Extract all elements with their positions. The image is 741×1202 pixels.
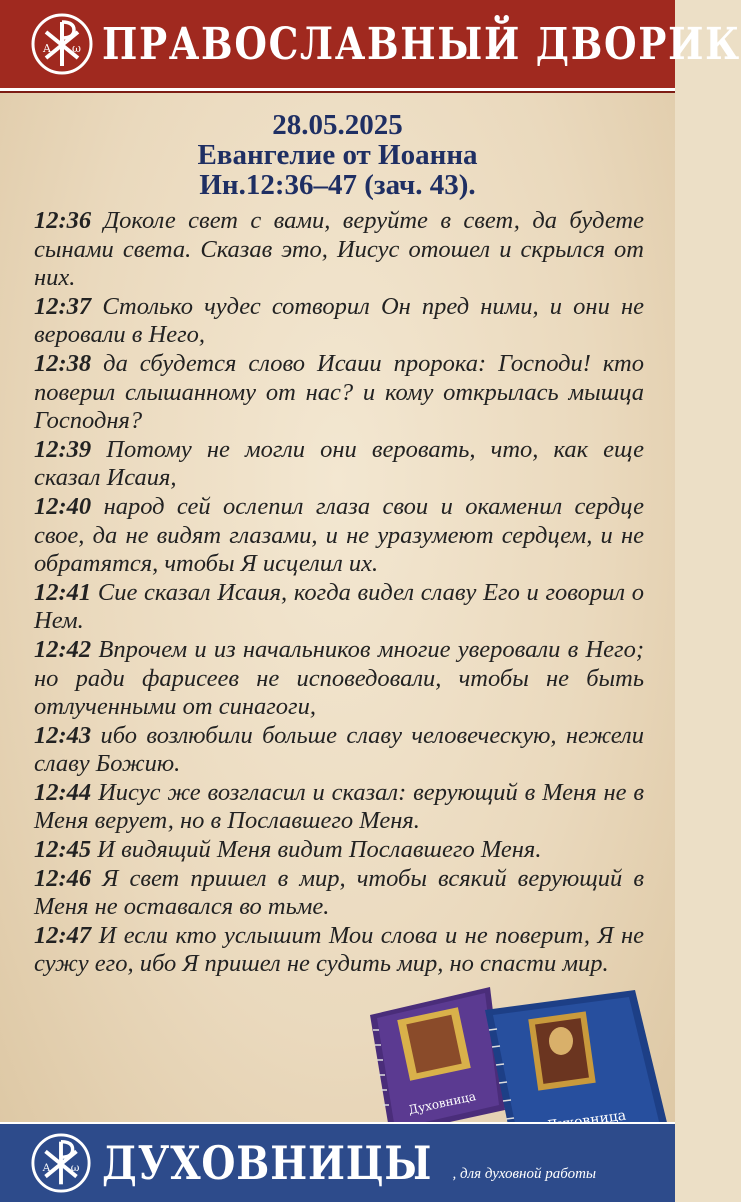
verse-text: да сбудется слово Исаии пророка: Господи! кто поверил слышанному от нас? и кому открылась мышца Господня?	[34, 349, 645, 435]
verse-number: 12:42	[34, 635, 92, 663]
book-left	[370, 987, 505, 1135]
verse-text: народ сей ослепил глаза свои и окаменил сердце свое, да не видят глазами, и не уразумеют сердцем, и не обратятся, чтобы Я исцелил их.	[34, 492, 645, 578]
verse	[34, 636, 644, 722]
footer-brand: ДУХОВНИЦЫ	[102, 1136, 433, 1190]
verse	[34, 293, 644, 350]
svg-text:A: A	[42, 1160, 51, 1174]
top-banner	[0, 0, 741, 91]
verse	[34, 350, 644, 436]
svg-text:A: A	[43, 42, 51, 55]
verse-text: Потому не могли они веровать, что, как еще сказал Исаия,	[34, 435, 644, 492]
verse-text: Сие сказал Исаия, когда видел славу Его и говорил о Нем.	[34, 578, 644, 635]
verse	[34, 922, 644, 979]
brand-title: ПРАВОСЛАВНЫЙ ДВОРИК	[102, 18, 741, 70]
reading-reference: Ин.12:36–47 (зач. 43).	[199, 169, 476, 201]
verse-number: 12:36	[34, 207, 92, 234]
reading-header	[0, 110, 675, 201]
verse-text: Доколе свет с вами, веруйте в свет, да будете сынами света. Сказав это, Иисус отошел и скрылся от них.	[34, 207, 644, 292]
verse-text: И видящий Меня видит Пославшего Меня.	[97, 836, 542, 864]
verse-number: 12:46	[34, 864, 92, 892]
svg-text:ω: ω	[70, 1160, 80, 1174]
verse-number: 12:37	[34, 292, 92, 320]
verse	[34, 493, 644, 579]
chi-rho-logo-icon	[30, 1132, 92, 1194]
verse-number: 12:43	[34, 721, 92, 749]
chi-rho-logo-icon	[30, 12, 94, 76]
bottom-banner	[0, 1122, 675, 1202]
verse-text: Иисус же возгласил и сказал: верующий в Меня не в Меня верует, но в Пославшего Меня.	[34, 778, 645, 835]
reading-date: 28.05.2025	[272, 109, 403, 141]
verse-text: Столько чудес сотворил Он пред ними, и они не веровали в Него,	[34, 292, 645, 349]
svg-text:ω: ω	[72, 42, 81, 55]
verse-number: 12:44	[34, 778, 92, 806]
verse	[34, 836, 644, 865]
verse-text: Впрочем и из начальников многие уверовали в Него; но ради фарисеев не исповедовали, чтобы не быть отлученными от синагоги,	[34, 635, 644, 721]
gospel-title: Евангелие от Иоанна	[197, 139, 478, 171]
verse	[34, 865, 644, 922]
verse	[34, 436, 644, 493]
verse-text: Я свет пришел в мир, чтобы всякий верующий в Меня не оставался во тьме.	[34, 864, 645, 921]
verse	[34, 579, 644, 636]
verse-number: 12:39	[34, 435, 92, 463]
verse-number: 12:47	[34, 921, 92, 949]
verse-number: 12:38	[34, 349, 92, 377]
verse-text: И если кто услышит Мои слова и не поверит, Я не сужу его, ибо Я пришел не судить мир, но спасти мир.	[34, 921, 645, 978]
verse-number: 12:45	[34, 836, 92, 864]
verse-number: 12:40	[34, 492, 92, 520]
verse-number: 12:41	[34, 578, 92, 606]
verse	[34, 779, 644, 836]
book-left-title: Духовница	[407, 1089, 478, 1118]
verse	[34, 207, 644, 293]
footer-tagline: , для духовной работы	[452, 1165, 597, 1182]
verse	[34, 722, 644, 779]
gospel-text	[34, 207, 644, 979]
verse-text: ибо возлюбили больше славу человеческую, нежели славу Божию.	[34, 721, 644, 778]
